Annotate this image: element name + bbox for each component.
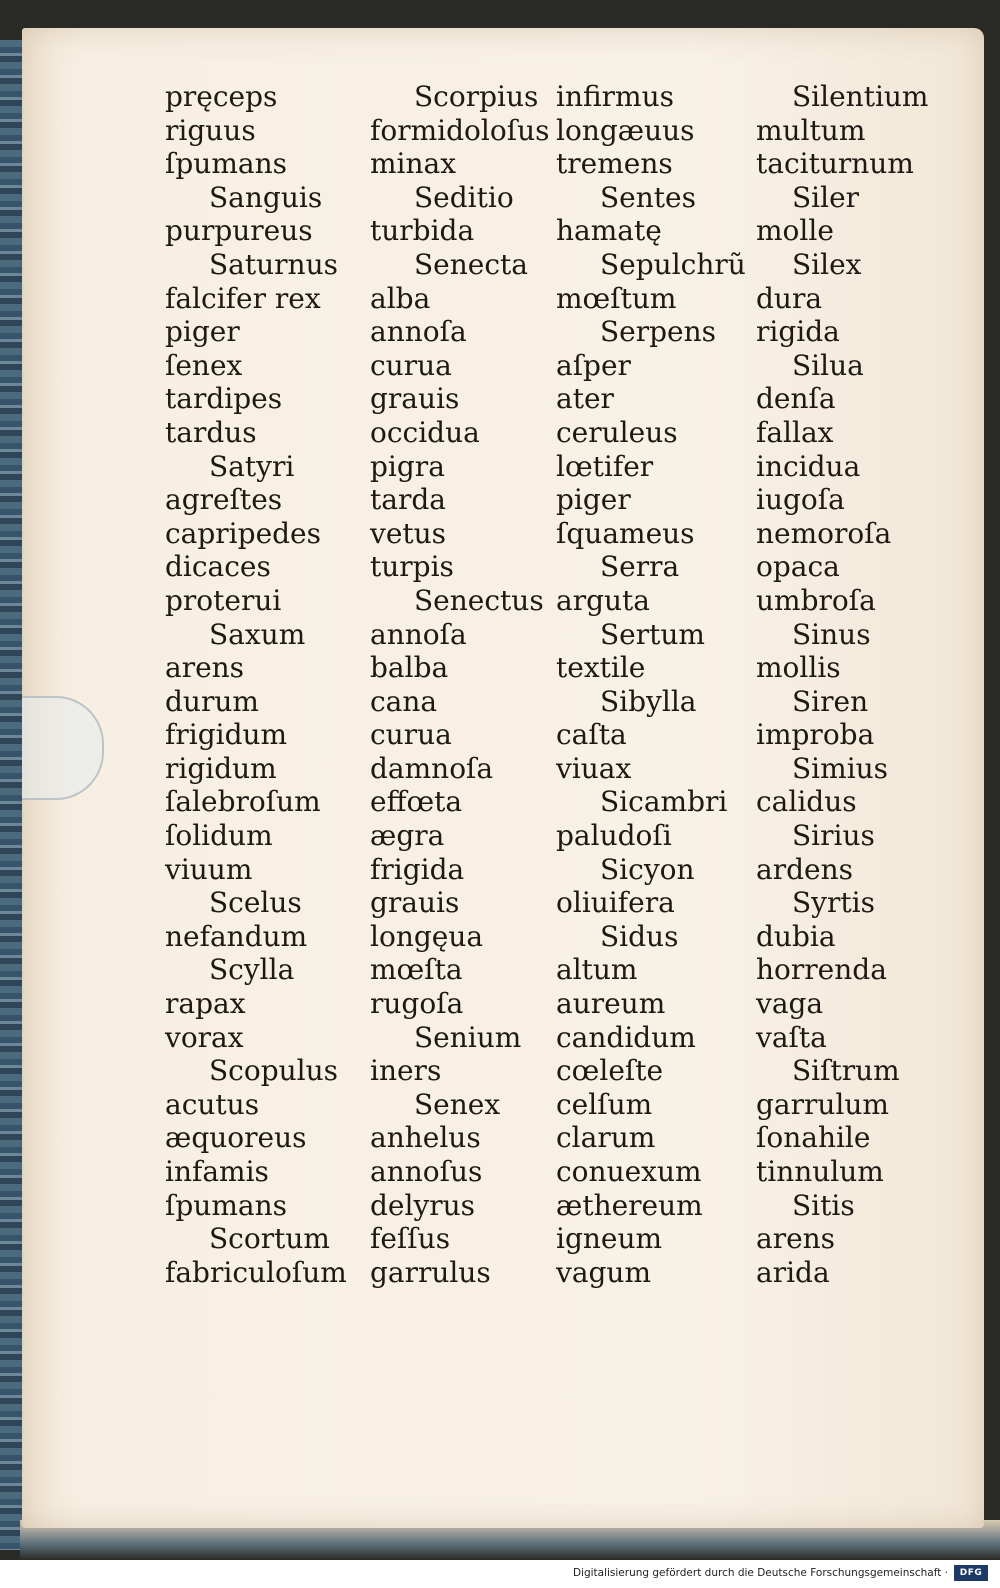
headword: Sicambri	[600, 785, 728, 819]
headword: Sicyon	[600, 852, 695, 886]
headword: Saturnus	[209, 247, 338, 281]
epithet: frigida	[370, 852, 465, 886]
headword: Sidus	[600, 919, 679, 953]
headword: Siſtrum	[792, 1054, 900, 1088]
epithet: minax	[370, 147, 457, 181]
epithet: tardipes	[165, 382, 283, 416]
epithet: ſolidum	[165, 819, 273, 853]
epithet: balba	[370, 651, 449, 685]
epithet: garrulus	[370, 1255, 491, 1289]
epithet: tinnulum	[756, 1155, 884, 1188]
epithet: annoſus	[370, 1155, 483, 1188]
epithet: annoſa	[370, 315, 467, 349]
epithet: dura	[756, 281, 823, 315]
epithet: tremens	[556, 147, 673, 181]
page-clip	[22, 696, 104, 800]
headword: Silentium	[792, 80, 929, 113]
epithet: igneum	[556, 1222, 663, 1256]
headword: Serpens	[600, 315, 717, 349]
headword: Sinus	[792, 617, 871, 651]
headword: Senex	[414, 1087, 501, 1121]
epithet: rapax	[165, 987, 246, 1021]
headword: Sibylla	[600, 684, 697, 718]
epithet: ægra	[370, 819, 445, 853]
epithet: feſſus	[370, 1222, 451, 1256]
epithet: aureum	[556, 987, 666, 1021]
epithet: tardus	[165, 415, 257, 449]
headword: Scortum	[209, 1222, 330, 1256]
epithet: longæuus	[556, 113, 695, 147]
epithet: piger	[556, 483, 631, 517]
headword: Silua	[792, 348, 864, 382]
epithet: cœleſte	[556, 1054, 664, 1088]
epithet: improba	[756, 718, 875, 752]
epithet: vaſta	[756, 1020, 827, 1054]
epithet: arida	[756, 1255, 830, 1289]
headword: Siler	[792, 180, 860, 214]
epithet: clarum	[556, 1121, 656, 1155]
epithet: delyrus	[370, 1188, 476, 1222]
epithet: ceruleus	[556, 415, 678, 449]
headword: Siren	[792, 684, 869, 718]
epithet: rigidum	[165, 751, 277, 785]
headword: Scopulus	[209, 1054, 339, 1088]
epithet: vorax	[165, 1020, 244, 1054]
headword: Silex	[792, 247, 862, 281]
epithet: cana	[370, 684, 438, 718]
epithet: effœta	[370, 785, 463, 819]
epithet: mœſta	[370, 953, 463, 987]
headword: Satyri	[209, 449, 295, 483]
epithet: celſum	[556, 1087, 653, 1121]
epithet: pigra	[370, 449, 445, 483]
epithet: rigida	[756, 315, 840, 349]
epithet: ſalebroſum	[165, 785, 321, 819]
epithet: purpureus	[165, 214, 313, 248]
epithet: ſpumans	[165, 147, 287, 181]
word-column-1	[165, 80, 347, 1289]
epithet: opaca	[756, 550, 840, 584]
epithet: mollis	[756, 651, 841, 685]
epithet: grauis	[370, 886, 460, 920]
epithet: occidua	[370, 415, 480, 449]
epithet: turbida	[370, 214, 475, 248]
epithet: turpis	[370, 550, 454, 584]
epithet: fallax	[756, 415, 834, 449]
epithet: vagum	[556, 1255, 652, 1289]
epithet: viuum	[165, 852, 253, 886]
epithet: infamis	[165, 1155, 269, 1188]
epithet: grauis	[370, 382, 460, 416]
epithet: iugoſa	[756, 483, 845, 517]
epithet: garrulum	[756, 1087, 889, 1121]
headword: Scorpius	[414, 80, 539, 113]
epithet: piger	[165, 315, 240, 349]
epithet: longęua	[370, 919, 484, 953]
epithet: curua	[370, 348, 452, 382]
word-column-2	[370, 80, 549, 1289]
headword: Simius	[792, 751, 889, 785]
epithet: lœtifer	[556, 449, 654, 483]
epithet: iners	[370, 1054, 442, 1088]
epithet: frigidum	[165, 718, 288, 752]
epithet: calidus	[756, 785, 857, 819]
epithet: vaga	[756, 987, 824, 1021]
epithet: altum	[556, 953, 638, 987]
epithet: molle	[756, 214, 834, 248]
epithet: nefandum	[165, 919, 308, 953]
epithet: denſa	[756, 382, 836, 416]
epithet: falcifer rex	[165, 281, 321, 315]
epithet: nemoroſa	[756, 516, 892, 550]
epithet: ardens	[756, 852, 853, 886]
epithet: arguta	[556, 583, 650, 617]
epithet: æquoreus	[165, 1121, 307, 1155]
headword: Sertum	[600, 617, 705, 651]
headword: Sitis	[792, 1188, 855, 1222]
epithet: multum	[756, 113, 866, 147]
epithet: caſta	[556, 718, 627, 752]
epithet: formidoloſus	[370, 113, 550, 147]
epithet: ſpumans	[165, 1188, 287, 1222]
epithet: rugoſa	[370, 987, 464, 1021]
epithet: proterui	[165, 583, 282, 617]
epithet: anhelus	[370, 1121, 481, 1155]
epithet: ater	[556, 382, 614, 416]
epithet: hamatę	[556, 214, 662, 248]
epithet: infirmus	[556, 80, 675, 113]
headword: Seditio	[414, 180, 514, 214]
epithet: oliuifera	[556, 886, 675, 920]
epithet: fabriculoſum	[165, 1255, 347, 1289]
epithet: incidua	[756, 449, 861, 483]
epithet: capripedes	[165, 516, 321, 550]
headword: Scylla	[209, 953, 295, 987]
epithet: dubia	[756, 919, 836, 953]
epithet: taciturnum	[756, 147, 914, 181]
epithet: damnoſa	[370, 751, 494, 785]
epithet: arens	[165, 651, 245, 685]
headword: Syrtis	[792, 886, 875, 920]
epithet: viuax	[556, 751, 632, 785]
epithet: agreſtes	[165, 483, 283, 517]
epithet: riguus	[165, 113, 256, 147]
headword: Senium	[414, 1020, 522, 1054]
digitization-credit: Digitalisierung gefördert durch die Deutsche Forschungsgemeinschaft ·	[572, 1567, 948, 1579]
epithet: ſenex	[165, 348, 243, 382]
headword: Scelus	[209, 886, 302, 920]
headword: Sanguis	[209, 180, 323, 214]
epithet: æthereum	[556, 1188, 703, 1222]
epithet: arens	[756, 1222, 836, 1256]
dfg-logo: DFG	[954, 1565, 988, 1581]
epithet: pręceps	[165, 80, 278, 113]
word-column-3	[556, 80, 746, 1289]
epithet: curua	[370, 718, 452, 752]
epithet: aſper	[556, 348, 631, 382]
epithet: vetus	[370, 516, 447, 550]
word-column-4	[756, 80, 929, 1289]
headword: Sirius	[792, 819, 875, 853]
headword: Sentes	[600, 180, 696, 214]
epithet: ſonahile	[756, 1121, 871, 1155]
epithet: tarda	[370, 483, 446, 517]
headword: Serra	[600, 550, 680, 584]
epithet: dicaces	[165, 550, 271, 584]
epithet: paludoſi	[556, 819, 672, 853]
epithet: conuexum	[556, 1155, 702, 1188]
epithet: horrenda	[756, 953, 887, 987]
epithet: candidum	[556, 1020, 696, 1054]
epithet: mœſtum	[556, 281, 677, 315]
epithet: acutus	[165, 1087, 260, 1121]
epithet: annoſa	[370, 617, 467, 651]
headword: Senecta	[414, 247, 528, 281]
epithet: alba	[370, 281, 431, 315]
epithet: durum	[165, 684, 259, 718]
epithet: ſquameus	[556, 516, 695, 550]
headword: Sepulchrũ	[600, 247, 746, 281]
epithet: umbroſa	[756, 583, 876, 617]
epithet: textile	[556, 651, 646, 685]
headword: Saxum	[209, 617, 306, 651]
headword: Senectus	[414, 583, 544, 617]
